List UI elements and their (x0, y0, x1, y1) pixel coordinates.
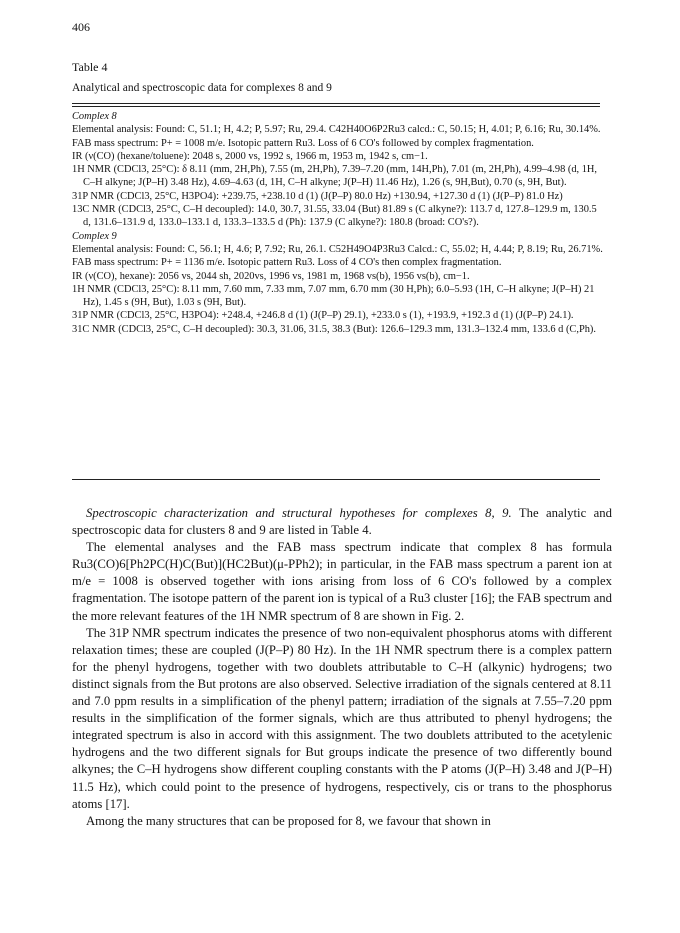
complex8-fab: FAB mass spectrum: P+ = 1008 m/e. Isotopic pattern Ru3. Loss of 6 CO's followed by complex fragmentation. (72, 137, 534, 149)
paragraph-4: Among the many structures that can be proposed for 8, we favour that shown in (86, 813, 491, 828)
page-number: 406 (72, 20, 90, 34)
complex9-c-nmr: 31C NMR (CDCl3, 25°C, C–H decoupled): 30.3, 31.06, 31.5, 38.3 (But): 126.6–129.3 mm, 131.3–132.4 mm, 133.6 d (C,Ph). (72, 323, 596, 335)
table-top-rule (72, 103, 600, 104)
body-text (72, 505, 612, 830)
table-bottom-rule (72, 479, 600, 480)
complex9-elemental: Elemental analysis: Found: C, 56.1; H, 4.6; P, 7.92; Ru, 26.1. C52H49O4P3Ru3 Calcd.: C, 55.02; H, 4.44; P, 8.19; Ru, 26.71%. (72, 243, 603, 255)
complex8-elemental: Elemental analysis: Found: C, 51.1; H, 4.2; P, 5.97; Ru, 29.4. C42H40O6P2Ru3 calcd.: C, 50.15; H, 4.01; P, 6.16; Ru, 30.14%. (72, 124, 601, 136)
complex8-ir: IR (ν(CO) (hexane/toluene): 2048 s, 2000 vs, 1992 s, 1966 m, 1953 m, 1942 s, cm−1. (72, 150, 428, 162)
complex9-h-nmr: 1H NMR (CDCl3, 25°C): 8.11 mm, 7.60 mm, 7.33 mm, 7.07 mm, 6.70 mm (30 H,Ph); 6.0–5.93 (1H, C–H alkyne; J(P–H) 21 Hz), 1.45 s (9H, But), 1.03 s (9H, But). (72, 283, 595, 309)
paragraph-1 (72, 505, 612, 539)
complex8-c-nmr: 13C NMR (CDCl3, 25°C, C–H decoupled): 14.0, 30.7, 31.55, 33.04 (But) 81.89 s (C alkyne?): 113.7 d, 127.8–129.9 m, 130.5 d, 131.6–131.9 d, 133.0–133.1 d, 133.3–133.5 d (Ph): 137.9 (C alkyne?): 180.8 (broad: CO's?). (72, 204, 597, 229)
paragraph-2: The elemental analyses and the FAB mass spectrum indicate that complex 8 has formula Ru3(CO)6[Ph2PC(H)C(But)](HC2But)(μ-PPh2); in particular, in the FAB mass spectrum a parent ion at m/e = 1008 is observed together with ions arising from loss of 6 CO's followed by a complex fragmentation. The isotope pattern of the parent ion is typical of a Ru3 cluster [16]; the FAB spectrum and the more relevant features of the 1H NMR spectrum of 8 are shown in Fig. 2. (72, 540, 612, 623)
paragraph-1-text: The analytic and spectroscopic data for clusters 8 and 9 are listed in Table 4. (72, 506, 612, 538)
complex9-p-nmr: 31P NMR (CDCl3, 25°C, H3PO4): +248.4, +246.8 d (1) (J(P–P) 29.1), +233.0 s (1), +193.9, +192.3 d (1) (J(P–P) 24.1). (72, 310, 574, 322)
section-heading: Spectroscopic characterization and structural hypotheses for complexes 8, 9. (86, 506, 512, 520)
table-header-rule (72, 106, 600, 107)
complex8-h-nmr: 1H NMR (CDCl3, 25°C): δ 8.11 (mm, 2H,Ph), 7.55 (m, 2H,Ph), 7.39–7.20 (mm, 14H,Ph), 7.01 (m, 2H,Ph), 4.99–4.98 (d, 1H, C–H alkyne; J(P–H) 3.48 Hz), 4.69–4.63 (d, 1H, C–H alkyne; J(P–H) 11.46 Hz), 1.26 (s, 9H,But), 0.70 (s, 9H, But). (72, 164, 598, 189)
table-caption: Analytical and spectroscopic data for complexes 8 and 9 (72, 82, 332, 94)
complex8-p-nmr: 31P NMR (CDCl3, 25°C, H3PO4): +239.75, +238.10 d (1) (J(P–P) 80.0 Hz) +130.94, +127.30 d (1) (J(P–P) 81.0 Hz) (72, 190, 563, 202)
complex9-fab: FAB mass spectrum: P+ = 1136 m/e. Isotopic pattern Ru3. Loss of 4 CO's then complex fragmentation. (72, 257, 502, 269)
table-body (72, 110, 604, 336)
complex9-title: Complex 9 (72, 230, 117, 242)
complex8-title: Complex 8 (72, 111, 117, 122)
table-label: Table 4 (72, 60, 108, 74)
paragraph-3: The 31P NMR spectrum indicates the presence of two non-equivalent phosphorus atoms with different relaxation times; these are coupled (J(P–P) 80 Hz). In the 1H NMR spectrum there is a complex pattern for the phenyl hydrogens, together with two doublets attributable to C–H (alkynic) hydrogens; two distinct signals from the But protons are also observed. Selective irradiation of the signals centered at 8.11 and 7.0 ppm results in a simplification of the phenyl pattern; irradiation of the signals at 7.55–7.20 ppm results in the simplification of the former signals, which are thus attributed to phenyl hydrogens; the integrated spectrum is also in accord with this assignment. The two doublets attributed to the acetylenic hydrogens and the two different signals for But groups indicate the presence of two differently bound alkynes; the C–H hydrogens show different coupling constants with the P atoms (J(P–H) 3.48 and J(P–H) 11.5 Hz), which could point to the presence of hydrogens, respectively, cis or trans to the phosphorus atoms [17]. (72, 625, 612, 811)
complex9-ir: IR (ν(CO), hexane): 2056 vs, 2044 sh, 2020vs, 1996 vs, 1981 m, 1968 vs(b), 1956 vs(b), cm−1. (72, 270, 470, 282)
